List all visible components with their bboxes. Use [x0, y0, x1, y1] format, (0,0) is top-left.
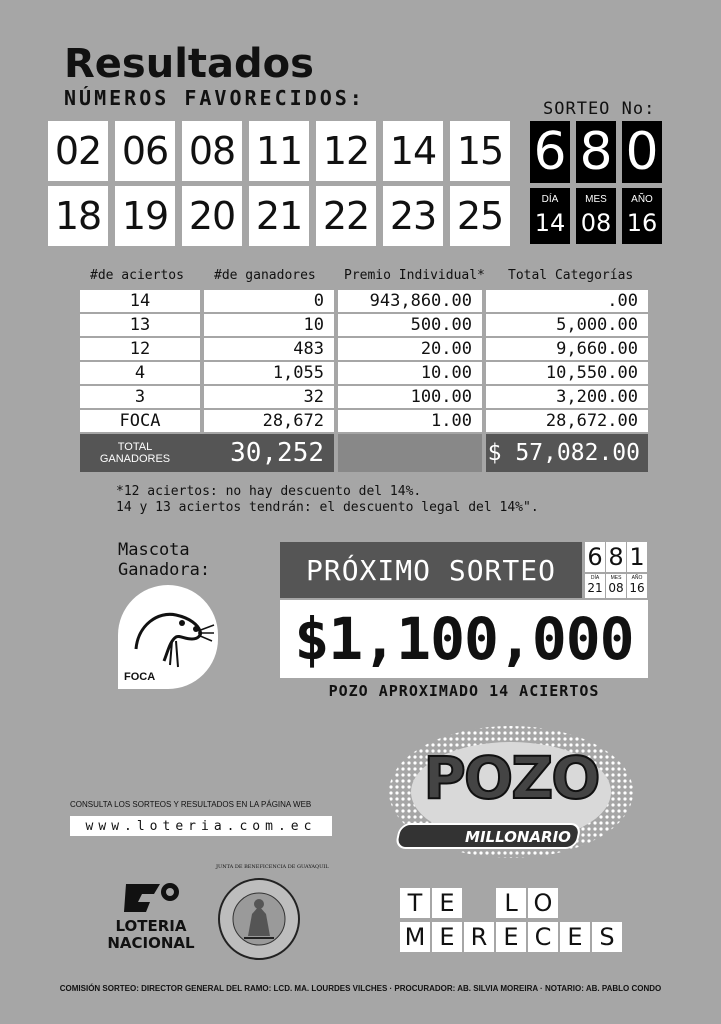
- total-amount: $ 57,082.00: [487, 440, 640, 466]
- year-value: 16: [626, 209, 658, 237]
- table-cell: 5,000.00: [486, 314, 648, 336]
- sorteo-digit: 8: [576, 121, 616, 183]
- slogan-letter: O: [528, 888, 558, 918]
- page-title: Resultados: [64, 41, 314, 87]
- total-amount-panel: [486, 434, 648, 472]
- table-cell: 13: [80, 314, 200, 336]
- slogan-letter: R: [464, 922, 494, 952]
- proximo-digit: 1: [627, 542, 647, 572]
- pozo-logo-text: POZO: [423, 744, 599, 812]
- slogan-letter: E: [560, 922, 590, 952]
- winning-number: 21: [249, 186, 309, 246]
- page-subtitle: NÚMEROS FAVORECIDOS:: [64, 86, 365, 110]
- slogan-letter: E: [432, 922, 462, 952]
- year-label: AÑO: [631, 194, 653, 205]
- table-cell: 0: [204, 290, 334, 312]
- table-cell: 10: [204, 314, 334, 336]
- column-header-aciertos: #de aciertos: [90, 268, 184, 283]
- sorteo-label: SORTEO No:: [543, 99, 656, 119]
- proximo-sorteo-label: PRÓXIMO SORTEO: [280, 542, 582, 598]
- slogan-letter: E: [496, 922, 526, 952]
- table-cell: 3: [80, 386, 200, 408]
- sorteo-month: [576, 188, 616, 244]
- millonario-text: MILLONARIO: [465, 828, 571, 846]
- jackpot-amount: $1,100,000: [280, 600, 648, 678]
- table-cell: 28,672.00: [486, 410, 648, 432]
- month-value: 08: [580, 209, 612, 237]
- day-value: 14: [534, 209, 566, 237]
- winning-number: 18: [48, 186, 108, 246]
- table-cell: 4: [80, 362, 200, 384]
- table-cell: 32: [204, 386, 334, 408]
- total-winners-panel: [80, 434, 334, 472]
- slogan-letter: M: [400, 922, 430, 952]
- table-cell: 10.00: [338, 362, 482, 384]
- seal-emblem-icon: [216, 876, 302, 962]
- jackpot-caption: POZO APROXIMADO 14 ACIERTOS: [328, 682, 600, 700]
- table-cell: 1,055: [204, 362, 334, 384]
- proximo-digit: 6: [585, 542, 605, 572]
- winning-number: 02: [48, 121, 108, 181]
- month-label: MES: [585, 194, 607, 205]
- note-12: *12 aciertos: no hay descuento del 14%.: [116, 484, 422, 499]
- winning-number: 11: [249, 121, 309, 181]
- mascota-label: Mascota: [118, 540, 190, 560]
- slogan-letter: S: [592, 922, 622, 952]
- junta-text: JUNTA DE BENEFICENCIA DE GUAYAQUIL: [216, 864, 329, 870]
- loteria-nacional-logo: [102, 880, 200, 954]
- slogan-letter: E: [432, 888, 462, 918]
- proximo-year-label: AÑO: [631, 575, 643, 581]
- winning-number: 19: [115, 186, 175, 246]
- winning-number: 25: [450, 186, 510, 246]
- table-cell: 943,860.00: [338, 290, 482, 312]
- table-cell: 10,550.00: [486, 362, 648, 384]
- loteria-emblem-icon: [120, 880, 184, 916]
- sorteo-day: [530, 188, 570, 244]
- slogan-letter: T: [400, 888, 430, 918]
- loteria-text: [102, 918, 200, 952]
- footer-credits: COMISIÓN SORTEO: DIRECTOR GENERAL DEL RAMO: LCD. MA. LOURDES VILCHES · PROCURADOR: AB. SILVIA MOREIRA · NOTARIO: AB. PABLO CONDO: [59, 984, 662, 993]
- total-label: TOTAL: [117, 441, 153, 453]
- winning-number: 14: [383, 121, 443, 181]
- junta-beneficencia-seal: [216, 864, 329, 962]
- sorteo-digit: 6: [530, 121, 570, 183]
- mascota-heading: [118, 540, 210, 580]
- proximo-day-value: 21: [587, 581, 603, 595]
- table-cell: 500.00: [338, 314, 482, 336]
- slogan-letter: L: [496, 888, 526, 918]
- total-label-2: GANADORES: [99, 453, 171, 465]
- table-cell: FOCA: [80, 410, 200, 432]
- table-cell: 9,660.00: [486, 338, 648, 360]
- mascota-label-2: Ganadora:: [118, 560, 211, 580]
- column-header-ganadores: #de ganadores: [214, 268, 316, 283]
- note-14-13: 14 y 13 aciertos tendrán: el descuento legal del 14%".: [116, 500, 539, 515]
- proximo-day-label: DÍA: [590, 575, 600, 581]
- table-cell: 12: [80, 338, 200, 360]
- proximo-day: [585, 574, 605, 598]
- loteria-line-2: NACIONAL: [107, 934, 195, 952]
- column-header-premio: Premio Individual*: [344, 268, 485, 283]
- table-cell: 28,672: [204, 410, 334, 432]
- proximo-month-label: MES: [610, 575, 622, 581]
- table-cell: 3,200.00: [486, 386, 648, 408]
- winning-number: 23: [383, 186, 443, 246]
- table-cell: 1.00: [338, 410, 482, 432]
- mascota-badge: [118, 585, 218, 689]
- table-cell: 483: [204, 338, 334, 360]
- total-spacer: [338, 434, 482, 472]
- consulta-text: CONSULTA LOS SORTEOS Y RESULTADOS EN LA PÁGINA WEB: [70, 800, 312, 809]
- proximo-month-value: 08: [608, 581, 624, 595]
- winning-number: 22: [316, 186, 376, 246]
- winning-number: 08: [182, 121, 242, 181]
- proximo-month: [606, 574, 626, 598]
- slogan-letter: C: [528, 922, 558, 952]
- winning-number: 12: [316, 121, 376, 181]
- proximo-digit: 8: [606, 542, 626, 572]
- winning-number: 06: [115, 121, 175, 181]
- sorteo-digit: 0: [622, 121, 662, 183]
- column-header-total: Total Categorías: [508, 268, 634, 283]
- total-winners: 30,252: [230, 438, 324, 468]
- winning-number: 15: [450, 121, 510, 181]
- day-label: DÍA: [541, 194, 559, 205]
- mascota-name: FOCA: [124, 671, 156, 683]
- table-cell: .00: [486, 290, 648, 312]
- website-link[interactable]: www.loteria.com.ec: [70, 816, 332, 836]
- table-cell: 100.00: [338, 386, 482, 408]
- winning-number: 20: [182, 186, 242, 246]
- table-cell: 20.00: [338, 338, 482, 360]
- pozo-millonario-logo: [388, 724, 634, 860]
- proximo-year: [627, 574, 647, 598]
- table-cell: 14: [80, 290, 200, 312]
- loteria-line-1: LOTERIA: [115, 917, 187, 935]
- sorteo-year: [622, 188, 662, 244]
- proximo-year-value: 16: [629, 581, 645, 595]
